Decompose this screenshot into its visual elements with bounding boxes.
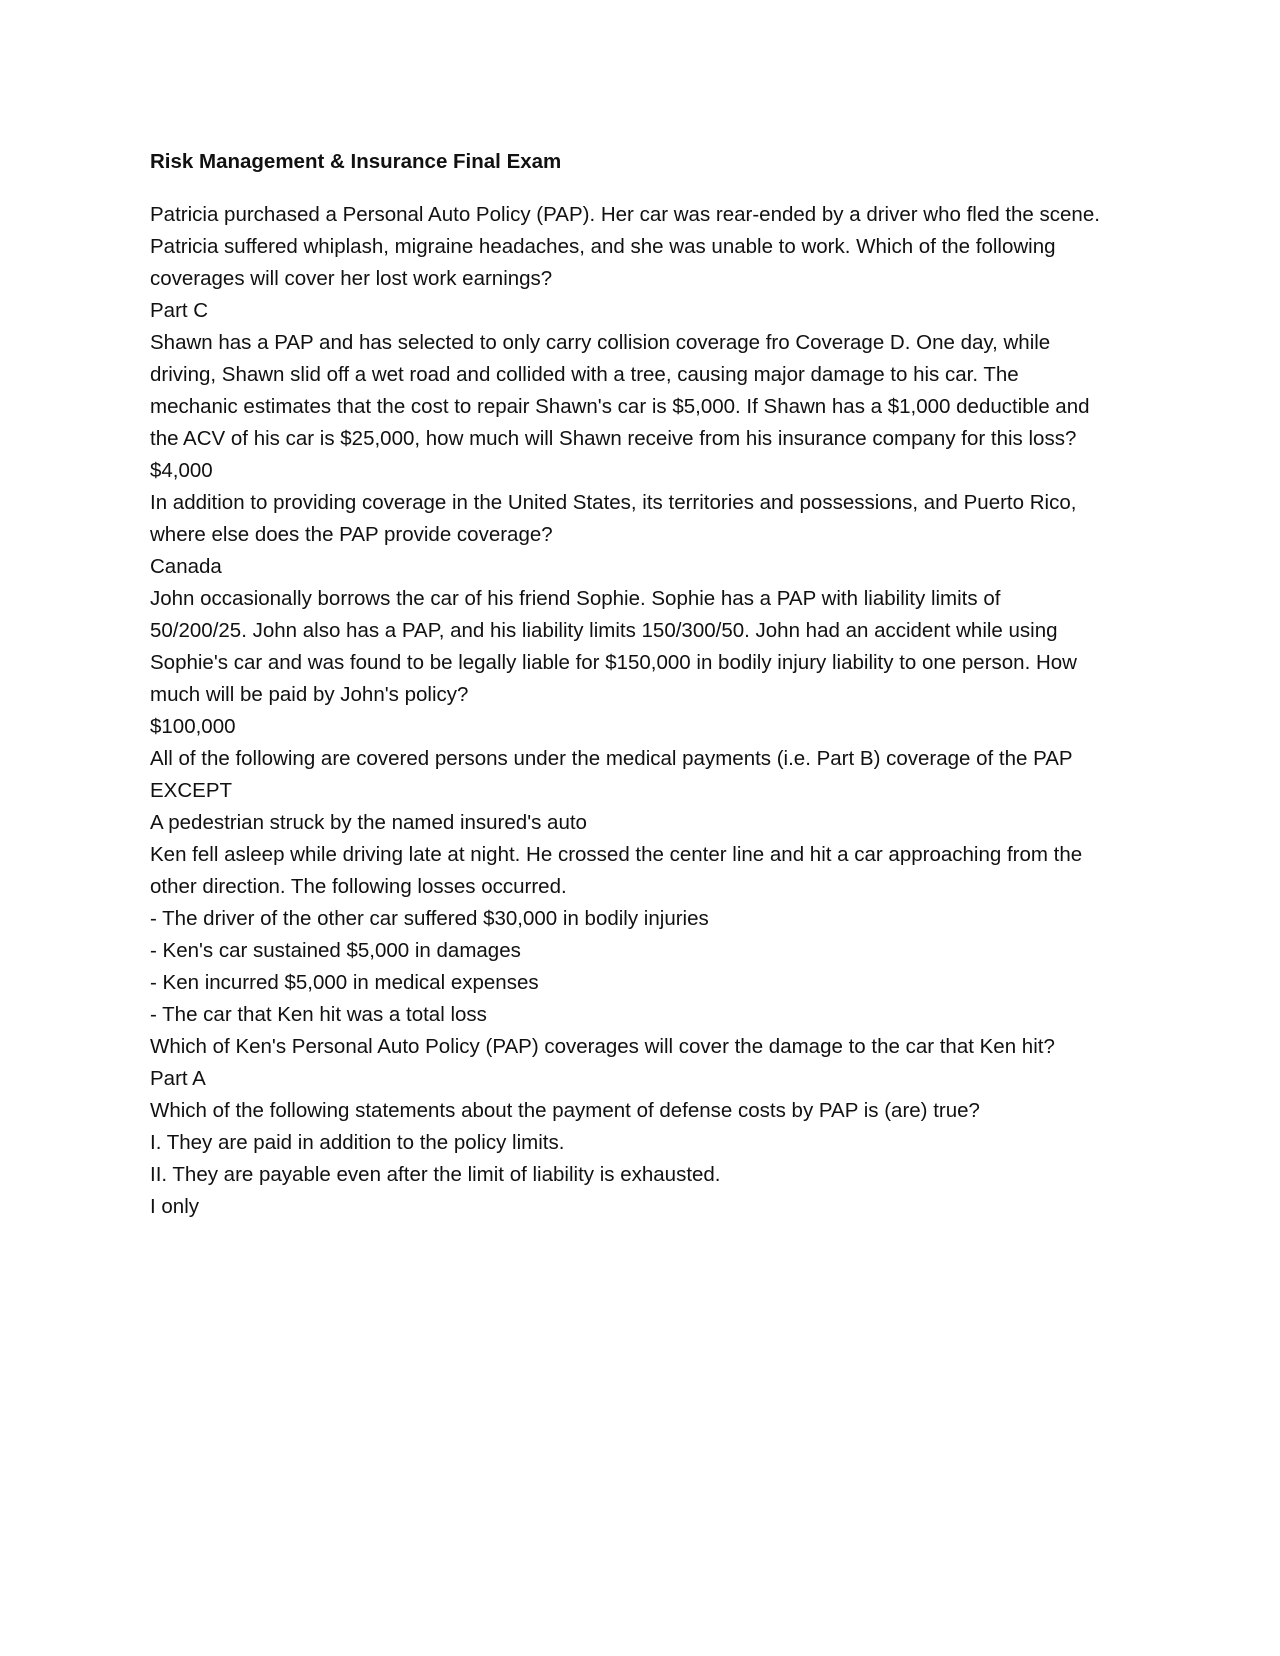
question-line: Ken fell asleep while driving late at night. He crossed the center line and hit a car approaching from the <box>150 843 1083 866</box>
question-line: Sophie's car and was found to be legally liable for $150,000 in bodily injury liability to one person. How <box>150 651 1077 674</box>
question-line: much will be paid by John's policy? <box>150 683 469 706</box>
answer-text: A pedestrian struck by the named insured's auto <box>150 811 587 834</box>
question-line: Patricia purchased a Personal Auto Policy (PAP). Her car was rear-ended by a driver who fled the scene. <box>150 203 1100 226</box>
question-line: coverages will cover her lost work earnings? <box>150 267 553 290</box>
answer-text: Part A <box>150 1067 206 1090</box>
question-line: - Ken incurred $5,000 in medical expenses <box>150 971 539 994</box>
question-line: II. They are payable even after the limit of liability is exhausted. <box>150 1163 721 1186</box>
document-page <box>150 146 1130 1223</box>
question-line: driving, Shawn slid off a wet road and collided with a tree, causing major damage to his car. The <box>150 363 1019 386</box>
question-line: Which of Ken's Personal Auto Policy (PAP) coverages will cover the damage to the car that Ken hit? <box>150 1035 1055 1058</box>
question-line: 50/200/25. John also has a PAP, and his liability limits 150/300/50. John had an accident while using <box>150 619 1058 642</box>
question-text <box>150 199 1130 295</box>
question-text <box>150 743 1130 807</box>
question-line: - Ken's car sustained $5,000 in damages <box>150 939 521 962</box>
question-line: John occasionally borrows the car of his friend Sophie. Sophie has a PAP with liability limits of <box>150 587 1001 610</box>
question-line: - The car that Ken hit was a total loss <box>150 1003 487 1026</box>
question-line: All of the following are covered persons under the medical payments (i.e. Part B) coverage of the PAP <box>150 747 1073 770</box>
answer-text: I only <box>150 1195 199 1218</box>
question-line: Patricia suffered whiplash, migraine headaches, and she was unable to work. Which of the following <box>150 235 1056 258</box>
question-line: Which of the following statements about the payment of defense costs by PAP is (are) true? <box>150 1099 980 1122</box>
question-line: other direction. The following losses occurred. <box>150 875 567 898</box>
question-line: mechanic estimates that the cost to repair Shawn's car is $5,000. If Shawn has a $1,000 deductible and <box>150 395 1090 418</box>
question-line: the ACV of his car is $25,000, how much will Shawn receive from his insurance company for this loss? <box>150 427 1077 450</box>
question-line: Shawn has a PAP and has selected to only carry collision coverage fro Coverage D. One day, while <box>150 331 1051 354</box>
answer-text: $4,000 <box>150 459 213 482</box>
question-list <box>150 199 1130 1223</box>
question-text <box>150 327 1130 455</box>
question-text <box>150 487 1130 551</box>
question-line: In addition to providing coverage in the United States, its territories and possessions, and Puerto Rico, <box>150 491 1077 514</box>
answer-text: Part C <box>150 299 209 322</box>
question-text <box>150 1095 1130 1191</box>
document-title: Risk Management & Insurance Final Exam <box>150 150 562 173</box>
question-line: EXCEPT <box>150 779 233 802</box>
answer-text: Canada <box>150 555 222 578</box>
question-line: I. They are paid in addition to the policy limits. <box>150 1131 565 1154</box>
question-line: where else does the PAP provide coverage? <box>150 523 553 546</box>
answer-text: $100,000 <box>150 715 236 738</box>
question-text <box>150 583 1130 711</box>
question-line: - The driver of the other car suffered $30,000 in bodily injuries <box>150 907 709 930</box>
question-text <box>150 839 1130 1063</box>
